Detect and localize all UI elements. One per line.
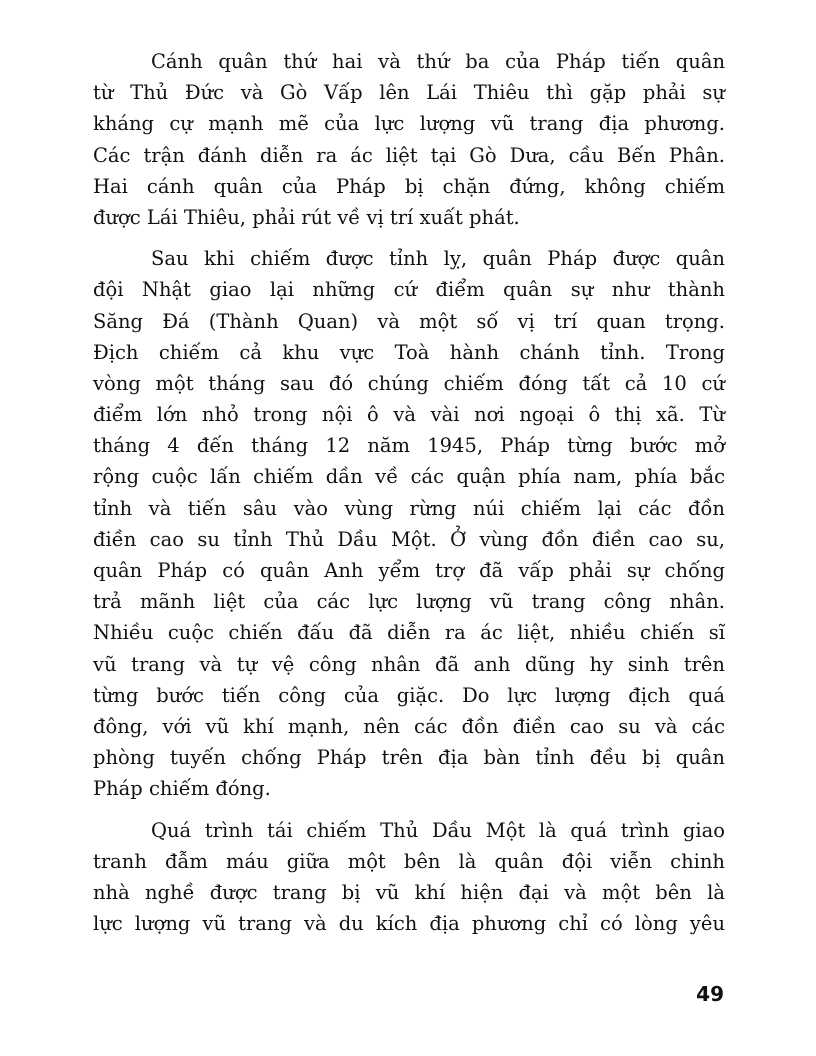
paragraph-2 [93,243,725,804]
paragraph-gap [93,805,725,815]
text-line: Quá trình tái chiếm Thủ Dầu Một là quá trình giao [151,818,725,842]
text-line: Các trận đánh diễn ra ác liệt tại Gò Dưa, cầu Bến Phân. [93,143,725,167]
text-line: Hai cánh quân của Pháp bị chặn đứng, không chiếm [93,174,725,198]
text-line: vòng một tháng sau đó chúng chiếm đóng tất cả 10 cứ [93,371,725,395]
body-text [93,46,725,939]
text-line: kháng cự mạnh mẽ của lực lượng vũ trang địa phương. [93,112,725,136]
text-line: đội Nhật giao lại những cứ điểm quân sự như thành [93,278,725,302]
text-line: vũ trang và tự vệ công nhân đã anh dũng hy sinh trên [93,652,725,676]
paragraph-gap [93,233,725,243]
text-line: Săng Đá (Thành Quan) và một số vị trí quan trọng. [93,309,725,333]
paragraph-1 [93,46,725,233]
text-line: tranh đẫm máu giữa một bên là quân đội viễn chinh [93,849,725,873]
text-line: Địch chiếm cả khu vực Toà hành chánh tỉnh. Trong [93,340,725,364]
text-line: Cánh quân thứ hai và thứ ba của Pháp tiến quân [151,50,725,73]
text-line: được Lái Thiêu, phải rút về vị trí xuất phát. [93,205,520,229]
text-line: rộng cuộc lấn chiếm dần về các quận phía nam, phía bắc [93,465,725,489]
paragraph-3 [93,815,725,940]
text-line: Sau khi chiếm được tỉnh lỵ, quân Pháp được quân [151,247,725,271]
text-line: điền cao su tỉnh Thủ Dầu Một. Ở vùng đồn điền cao su, [93,527,725,551]
text-line: nhà nghề được trang bị vũ khí hiện đại và một bên là [93,880,725,904]
text-line: phòng tuyến chống Pháp trên địa bàn tỉnh đều bị quân [93,746,725,770]
text-line: tỉnh và tiến sâu vào vùng rừng núi chiếm lại các đồn [93,496,725,520]
text-line: quân Pháp có quân Anh yểm trợ đã vấp phải sự chống [93,559,725,582]
text-line: tháng 4 đến tháng 12 năm 1945, Pháp từng bước mở [93,434,725,458]
text-line: Pháp chiếm đóng. [93,777,271,801]
text-line: từng bước tiến công của giặc. Do lực lượng địch quá [93,683,725,707]
text-line: Nhiều cuộc chiến đấu đã diễn ra ác liệt, nhiều chiến sĩ [93,621,725,645]
text-line: trả mãnh liệt của các lực lượng vũ trang công nhân. [93,590,725,614]
text-line: điểm lớn nhỏ trong nội ô và vài nơi ngoại ô thị xã. Từ [93,403,725,427]
page-number: 49 [696,982,724,1006]
text-line: lực lượng vũ trang và du kích địa phương chỉ có lòng yêu [93,912,725,936]
text-line: đông, với vũ khí mạnh, nên các đồn điền cao su và các [93,714,725,738]
text-line: từ Thủ Đức và Gò Vấp lên Lái Thiêu thì gặp phải sự [93,81,725,105]
